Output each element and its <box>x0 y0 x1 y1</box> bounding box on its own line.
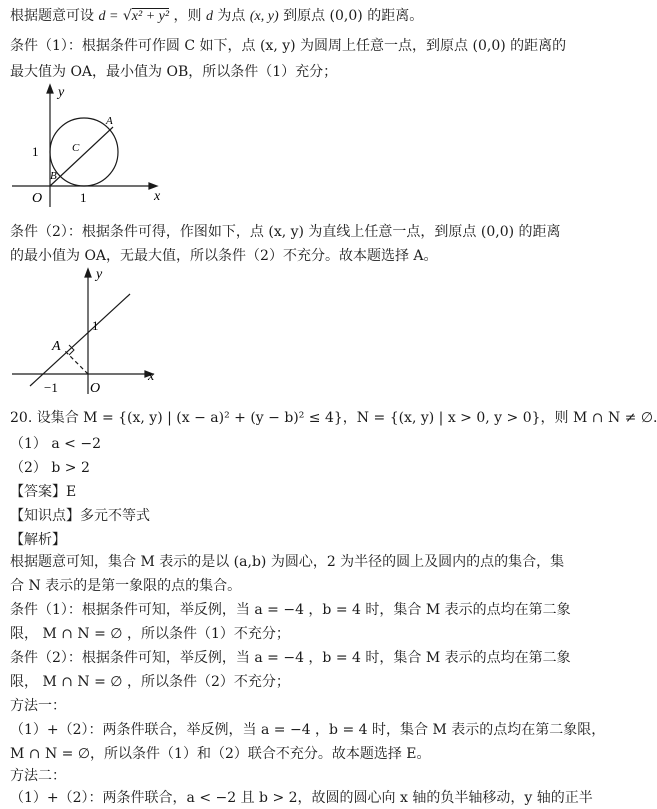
q20-knowledge: 【知识点】多元不等式 <box>10 508 150 524</box>
q20-stem: 20. 设集合 M = {(x, y) | (x − a)² + (y − b)² ≤ 4}，N = {(x, y) | x > 0, y > 0}，则 M ∩ N ≠ ∅. <box>10 410 657 426</box>
q20-option-2: （2） b > 2 <box>10 460 90 476</box>
cond1-line1: 条件（1）：根据条件可作圆 C 如下，点 (x, y) 为圆周上任意一点，到原点 (0,0) 的距离的 <box>10 38 567 54</box>
fig1-origin-label: O <box>32 191 43 206</box>
fig2-line <box>30 294 130 386</box>
sqrt-sign: √ <box>122 8 132 24</box>
intro-origin: (0,0) <box>329 8 363 24</box>
fig2-one-y: 1 <box>92 318 99 333</box>
intro-text-e: 到原点 <box>283 8 326 24</box>
fig1-y-arrow <box>47 85 53 93</box>
analysis-line-8: （1）+（2）：两条件联合，举反例，当 a = −4 ，b = 4 时，集合 M 表示的点均在第二象限， <box>10 722 606 738</box>
fig1-y-label: y <box>58 85 65 100</box>
fig2-neg-one: −1 <box>44 380 58 395</box>
intro-d: d <box>205 9 213 24</box>
analysis-line-6: 限， M ∩ N = ∅ ，所以条件（2）不充分； <box>10 674 290 690</box>
cond2-line2: 的最小值为 OA，无最大值，所以条件（2）不充分。故本题选择 A。 <box>10 248 438 264</box>
intro-text-a: 根据题意可设 <box>10 8 94 24</box>
intro-d-eq: d = <box>98 9 119 24</box>
fig1-a-label: A <box>106 115 113 127</box>
intro-point: (x, y) <box>249 9 279 24</box>
analysis-line-5: 条件（2）：根据条件可知，举反例，当 a = −4 ，b = 4 时，集合 M 表示的点均在第二象 <box>10 650 571 666</box>
fig1-b-label: B <box>50 170 57 182</box>
fig1-diameter <box>50 127 113 186</box>
q20-analysis-heading: 【解析】 <box>10 532 66 548</box>
fig1-one-x: 1 <box>80 190 87 205</box>
cond2-line1: 条件（2）：根据条件可得，作图如下，点 (x, y) 为直线上任意一点，到原点 (0,0) 的距离 <box>10 224 561 240</box>
analysis-line-11: （1）+（2）：两条件联合，a < −2 且 b > 2，故圆的圆心向 x 轴的负半轴移动，y 轴的正半 <box>10 790 593 806</box>
fig2-origin-label: O <box>90 381 101 396</box>
q20-answer: 【答案】E <box>10 484 77 500</box>
radicand: x² + y² <box>131 9 170 24</box>
analysis-line-9: M ∩ N = ∅，所以条件（1）和（2）联合不充分。故本题选择 E。 <box>10 746 431 762</box>
fig1-one-y: 1 <box>32 144 39 159</box>
analysis-line-4: 限， M ∩ N = ∅ ，所以条件（1）不充分； <box>10 626 290 642</box>
fig2-x-label: x <box>148 369 155 384</box>
analysis-line-3: 条件（1）：根据条件可知，举反例，当 a = −4 ，b = 4 时，集合 M 表示的点均在第二象 <box>10 602 571 618</box>
intro-text-c: 为点 <box>217 8 246 24</box>
method-two-heading: 方法二： <box>10 768 66 784</box>
figure-circle-diagram <box>0 82 200 217</box>
fig2-y-label: y <box>96 267 103 282</box>
q20-option-1: （1） a < −2 <box>10 436 101 452</box>
intro-text-f: 的距离。 <box>367 8 424 24</box>
fig1-x-label: x <box>154 189 161 204</box>
analysis-line-2: 合 N 表示的是第一象限的点的集合。 <box>10 578 242 594</box>
cond1-line2: 最大值为 OA，最小值为 OB，所以条件（1）充分； <box>10 64 338 80</box>
fig2-y-arrow <box>85 269 91 277</box>
fig2-a-label: A <box>52 339 61 354</box>
intro-line <box>10 6 423 27</box>
fig1-c-label: C <box>72 142 80 154</box>
analysis-line-1: 根据题意可知，集合 M 表示的是以 (a,b) 为圆心，2 为半径的圆上及圆内的点的集合，集 <box>10 554 565 570</box>
figure-line-diagram <box>0 264 200 404</box>
fig2-perpendicular <box>64 350 88 374</box>
method-one-heading: 方法一： <box>10 698 66 714</box>
intro-text-b: ，则 <box>173 8 202 24</box>
